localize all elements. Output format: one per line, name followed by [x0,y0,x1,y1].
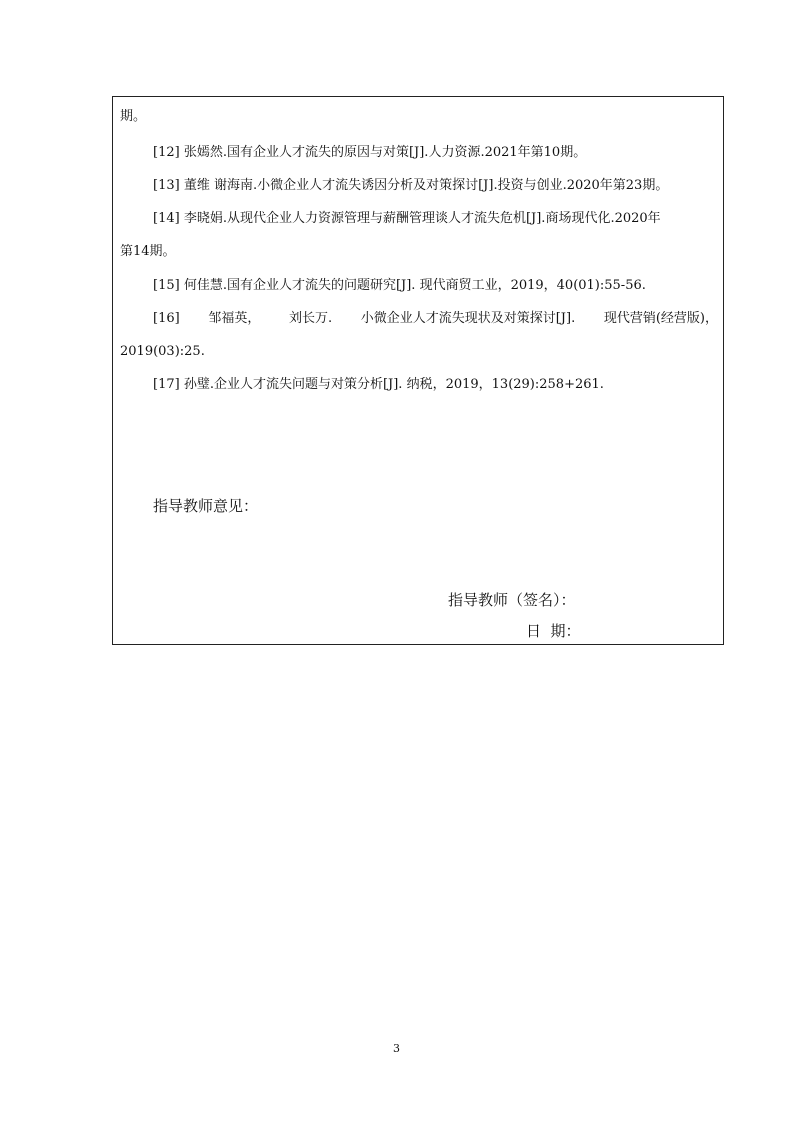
page-number: 3 [393,1042,400,1055]
reference-13: [13] 董维 谢海南.小微企业人才流失诱因分析及对策探讨[J].投资与创业.2020年第23期。 [153,178,669,193]
reference-16-part: 小微企业人才流失现状及对策探讨[J]. [360,311,576,326]
advisor-signature-label: 指导教师（签名）： [448,591,576,609]
reference-16-continuation: 2019(03):25. [120,344,205,359]
reference-16-part: 刘长万. [288,311,333,326]
reference-17: [17] 孙璧.企业人才流失问题与对策分析[J]. 纳税，2019，13(29):258+261. [153,377,604,392]
reference-14-continuation: 第14期。 [120,244,176,259]
reference-16-part: 邹福英， [208,311,261,326]
reference-16 [153,311,718,327]
date-label: 日 期： [526,622,581,640]
reference-15: [15] 何佳慧.国有企业人才流失的问题研究[J]. 现代商贸工业，2019，40(01):55-56. [153,278,646,293]
advisor-opinion-label: 指导教师意见： [153,497,259,515]
reference-16-part: 现代营销(经营版)， [603,311,718,326]
reference-continuation: 期。 [120,109,147,124]
reference-14: [14] 李晓娟.从现代企业人力资源管理与薪酬管理谈人才流失危机[J].商场现代化.2020年 [153,211,661,226]
reference-12: [12] 张嫣然.国有企业人才流失的原因与对策[J].人力资源.2021年第10期。 [153,145,587,160]
reference-16-part: [16] [153,311,180,326]
